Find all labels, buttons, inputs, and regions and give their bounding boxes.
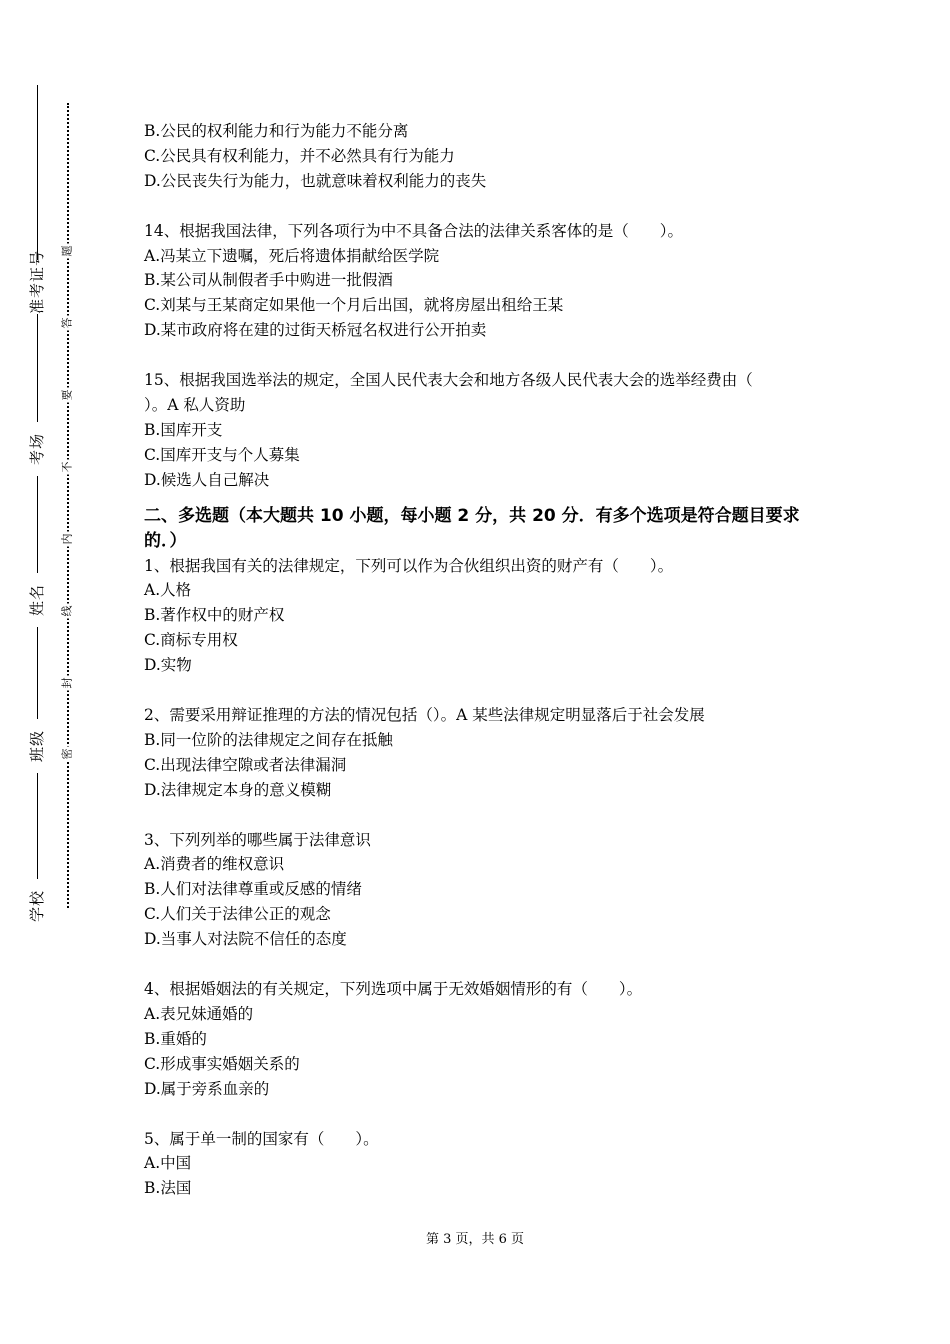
class-label: 班级 xyxy=(24,719,50,773)
seal-char-3: 要 xyxy=(60,389,74,401)
question-option: B.著作权中的财产权 xyxy=(144,606,285,625)
exam-room-label: 考场 xyxy=(24,422,50,476)
question-option: D.某市政府将在建的过街天桥冠名权进行公开拍卖 xyxy=(144,321,487,340)
seal-char-8: 密 xyxy=(60,748,74,760)
question-option: B.国库开支 xyxy=(144,420,223,439)
exam-content xyxy=(144,119,814,1201)
question-option: D.公民丧失行为能力，也就意味着权利能力的丧失 xyxy=(144,171,487,190)
question-option: C.公民具有权利能力，并不必然具有行为能力 xyxy=(144,146,455,165)
section-heading: 二、多选题（本大题共 10 小题，每小题 2 分，共 20 分．有多个选项是符合题目要求的．） xyxy=(144,505,800,551)
seal-char-2: 答 xyxy=(60,317,74,329)
question-stem: 3、下列列举的哪些属于法律意识 xyxy=(144,830,371,849)
seal-char-1: 题 xyxy=(60,245,74,257)
question-stem: 14、根据我国法律，下列各项行为中不具备合法的法律关系客体的是（ ）。 xyxy=(144,221,683,240)
question-option: D.候选人自己解决 xyxy=(144,470,270,489)
question-option: A.表兄妹通婚的 xyxy=(144,1004,254,1023)
question-option: C.刘某与王某商定如果他一个月后出国，就将房屋出租给王某 xyxy=(144,296,564,315)
question-option: A.冯某立下遗嘱，死后将遗体捐献给医学院 xyxy=(144,246,440,265)
question-option: B.公民的权利能力和行为能力不能分离 xyxy=(144,122,409,140)
question-option: B.人们对法律尊重或反感的情绪 xyxy=(144,880,362,899)
question-stem: 15、根据我国选举法的规定，全国人民代表大会和地方各级人民代表大会的选举经费由（ xyxy=(144,371,753,390)
seal-char-6: 线 xyxy=(60,605,74,617)
question-option: A.人格 xyxy=(144,581,192,600)
question-option: C.出现法律空隙或者法律漏洞 xyxy=(144,755,347,774)
page-footer: 第 3 页，共 6 页 xyxy=(425,1232,525,1247)
school-label: 学校 xyxy=(24,879,50,933)
seal-char-5: 内 xyxy=(60,533,74,545)
question-option: C.国库开支与个人募集 xyxy=(144,445,300,464)
question-option: C.人们关于法律公正的观念 xyxy=(144,905,331,924)
question-option: D.属于旁系血亲的 xyxy=(144,1079,270,1098)
question-option: D.实物 xyxy=(144,656,192,675)
binding-dotted-line xyxy=(67,103,69,908)
student-name-label: 姓名 xyxy=(24,573,50,627)
question-option: A.中国 xyxy=(144,1154,192,1173)
binding-margin xyxy=(0,0,90,1344)
seal-char-4: 不 xyxy=(60,461,74,473)
question-stem-continued: ）。A 私人资助 xyxy=(144,396,246,415)
question-option: B.某公司从制假者手中购进一批假酒 xyxy=(144,271,393,290)
question-option: C.商标专用权 xyxy=(144,631,238,650)
binding-solid-line xyxy=(37,85,38,930)
question-option: D.法律规定本身的意义模糊 xyxy=(144,780,332,799)
question-option: B.重婚的 xyxy=(144,1029,207,1048)
question-option: C.形成事实婚姻关系的 xyxy=(144,1054,300,1073)
question-stem: 5、属于单一制的国家有（ ）。 xyxy=(144,1129,379,1148)
question-option: A.消费者的维权意识 xyxy=(144,855,285,874)
question-option: B.同一位阶的法律规定之间存在抵触 xyxy=(144,730,393,749)
question-option: D.当事人对法院不信任的态度 xyxy=(144,930,347,949)
question-option: B.法国 xyxy=(144,1179,192,1198)
question-stem: 1、根据我国有关的法律规定，下列可以作为合伙组织出资的财产有（ ）。 xyxy=(144,556,674,575)
seal-char-7: 封 xyxy=(60,677,74,689)
question-stem: 4、根据婚姻法的有关规定，下列选项中属于无效婚姻情形的有（ ）。 xyxy=(144,980,643,999)
question-stem: 2、需要采用辩证推理的方法的情况包括（）。A 某些法律规定明显落后于社会发展 xyxy=(144,706,705,725)
exam-number-label: 准考证号 xyxy=(24,260,50,314)
